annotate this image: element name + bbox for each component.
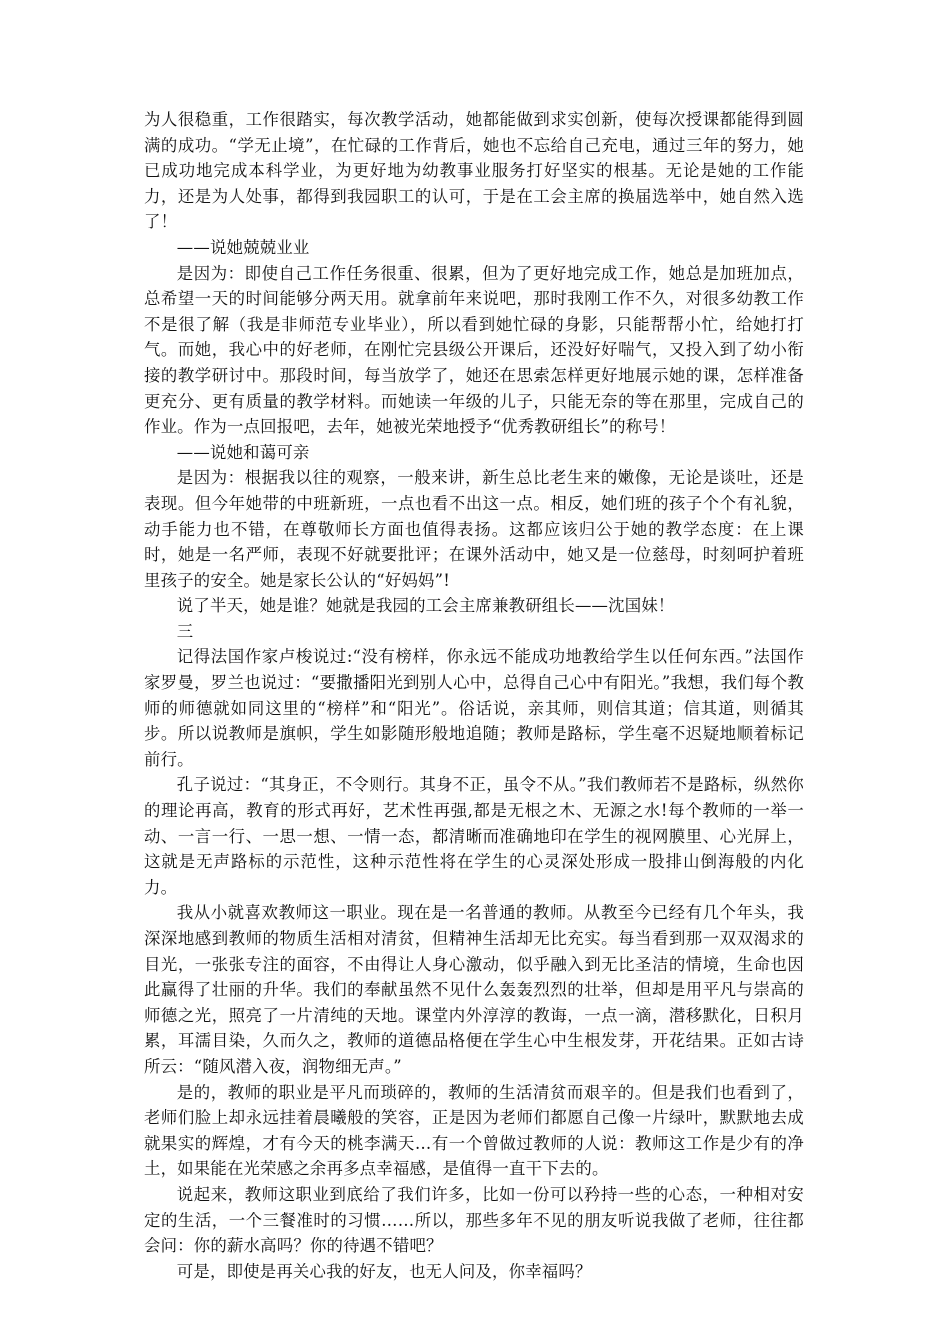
paragraph: 是因为：即使自己工作任务很重、很累，但为了更好地完成工作，她总是加班加点，总希望一天的时间能够分两天用。就拿前年来说吧，那时我刚工作不久，对很多幼教工作不是很了解（我是非师范专业毕业），所以看到她忙碌的身影，只能帮帮小忙，给她打打气。而她，我心中的好老师，在刚忙完县级公开课后，还没好好喘气，又投入到了幼小衔接的教学研讨中。那段时间，每当放学了，她还在思索怎样更好地展示她的课，怎样准备更充分、更有质量的教学材料。而她读一年级的儿子，只能无奈的等在那里，完成自己的作业。作为一点回报吧，去年，她被光荣地授予“优秀教研组长”的称号！ xyxy=(144,263,804,437)
paragraph: 是因为：根据我以往的观察，一般来讲，新生总比老生来的嫩像，无论是谈吐，还是表现。但今年她带的中班新班，一点也看不出这一点。相反，她们班的孩子个个有礼貌，动手能力也不错，在尊敬师长方面也值得表扬。这都应该归公于她的教学态度：在上课时，她是一名严师，表现不好就要批评；在课外活动中，她又是一位慈母，时刻呵护着班里孩子的安全。她是家长公认的“好妈妈”! xyxy=(144,468,804,590)
paragraph: 可是，即使是再关心我的好友，也无人问及，你幸福吗？ xyxy=(176,1261,592,1281)
subheading-amiable: ——说她和蔼可亲 xyxy=(176,442,310,462)
paragraph: 是的，教师的职业是平凡而琐碎的，教师的生活清贫而艰辛的。但是我们也看到了，老师们脸上却永远挂着晨曦般的笑容，正是因为老师们都愿自己像一片绿叶，默默地去成就果实的辉煌，才有今天的桃李满天…有一个曾做过教师的人说：教师这工作是少有的净土，如果能在光荣感之余再多点幸福感，是值得一直干下去的。 xyxy=(144,1082,804,1179)
section-heading-three: 三 xyxy=(176,621,194,641)
paragraph: 说起来，教师这职业到底给了我们许多，比如一份可以矜持一些的心态，一种相对安定的生活，一个三餐准时的习惯……所以，那些多年不见的朋友听说我做了老师，往往都会问：你的薪水高吗？你的待遇不错吧？ xyxy=(144,1184,804,1256)
paragraph-continuation: 为人很稳重，工作很踏实，每次教学活动，她都能做到求实创新，使每次授课都能得到圆满的成功。“学无止境”，在忙碌的工作背后，她也不忘给自己充电，通过三年的努力，她已成功地完成本科学业，为更好地为幼教事业服务打好坚实的根基。无论是她的工作能力，还是为人处事，都得到我园职工的认可，于是在工会主席的换届选举中，她自然入选了！ xyxy=(144,110,804,232)
document-body xyxy=(144,107,804,1284)
subheading-diligent: ——说她兢兢业业 xyxy=(176,237,310,257)
paragraph: 说了半天，她是谁？她就是我园的工会主席兼教研组长——沈国妹！ xyxy=(176,596,675,616)
paragraph: 记得法国作家卢梭说过:“没有榜样，你永远不能成功地教给学生以任何东西。”法国作家罗曼，罗兰也说过：“要撒播阳光到别人心中，总得自己心中有阳光。”我想，我们每个教师的师德就如同这里的“榜样”和“阳光”。俗话说，亲其师，则信其道；信其道，则循其步。所以说教师是旗帜，学生如影随形般地追随；教师是路标，学生毫不迟疑地顺着标记前行。 xyxy=(144,647,804,769)
paragraph: 我从小就喜欢教师这一职业。现在是一名普通的教师。从教至今已经有几个年头，我深深地感到教师的物质生活相对清贫，但精神生活却无比充实。每当看到那一双双渴求的目光，一张张专注的面容，不由得让人身心激动，似乎融入到无比圣洁的情境，生命也因此赢得了壮丽的升华。我们的奉献虽然不见什么轰轰烈烈的壮举，但却是用平凡与崇高的师德之光，照亮了一片清纯的天地。课堂内外淳淳的教诲，一点一滴，潜移默化，日积月累，耳濡目染，久而久之，教师的道德品格便在学生心中生根发芽，开花结果。正如古诗所云：“随风潜入夜，润物细无声。” xyxy=(144,903,804,1076)
paragraph: 孔子说过：“其身正，不令则行。其身不正，虽令不从。”我们教师若不是路标，纵然你的理论再高，教育的形式再好，艺术性再强,都是无根之木、无源之水!每个教师的一举一动、一言一行、一思一想、一情一态，都清晰而准确地印在学生的视网膜里、心光屏上，这就是无声路标的示范性，这种示范性将在学生的心灵深处形成一股排山倒海般的内化力。 xyxy=(144,775,804,897)
